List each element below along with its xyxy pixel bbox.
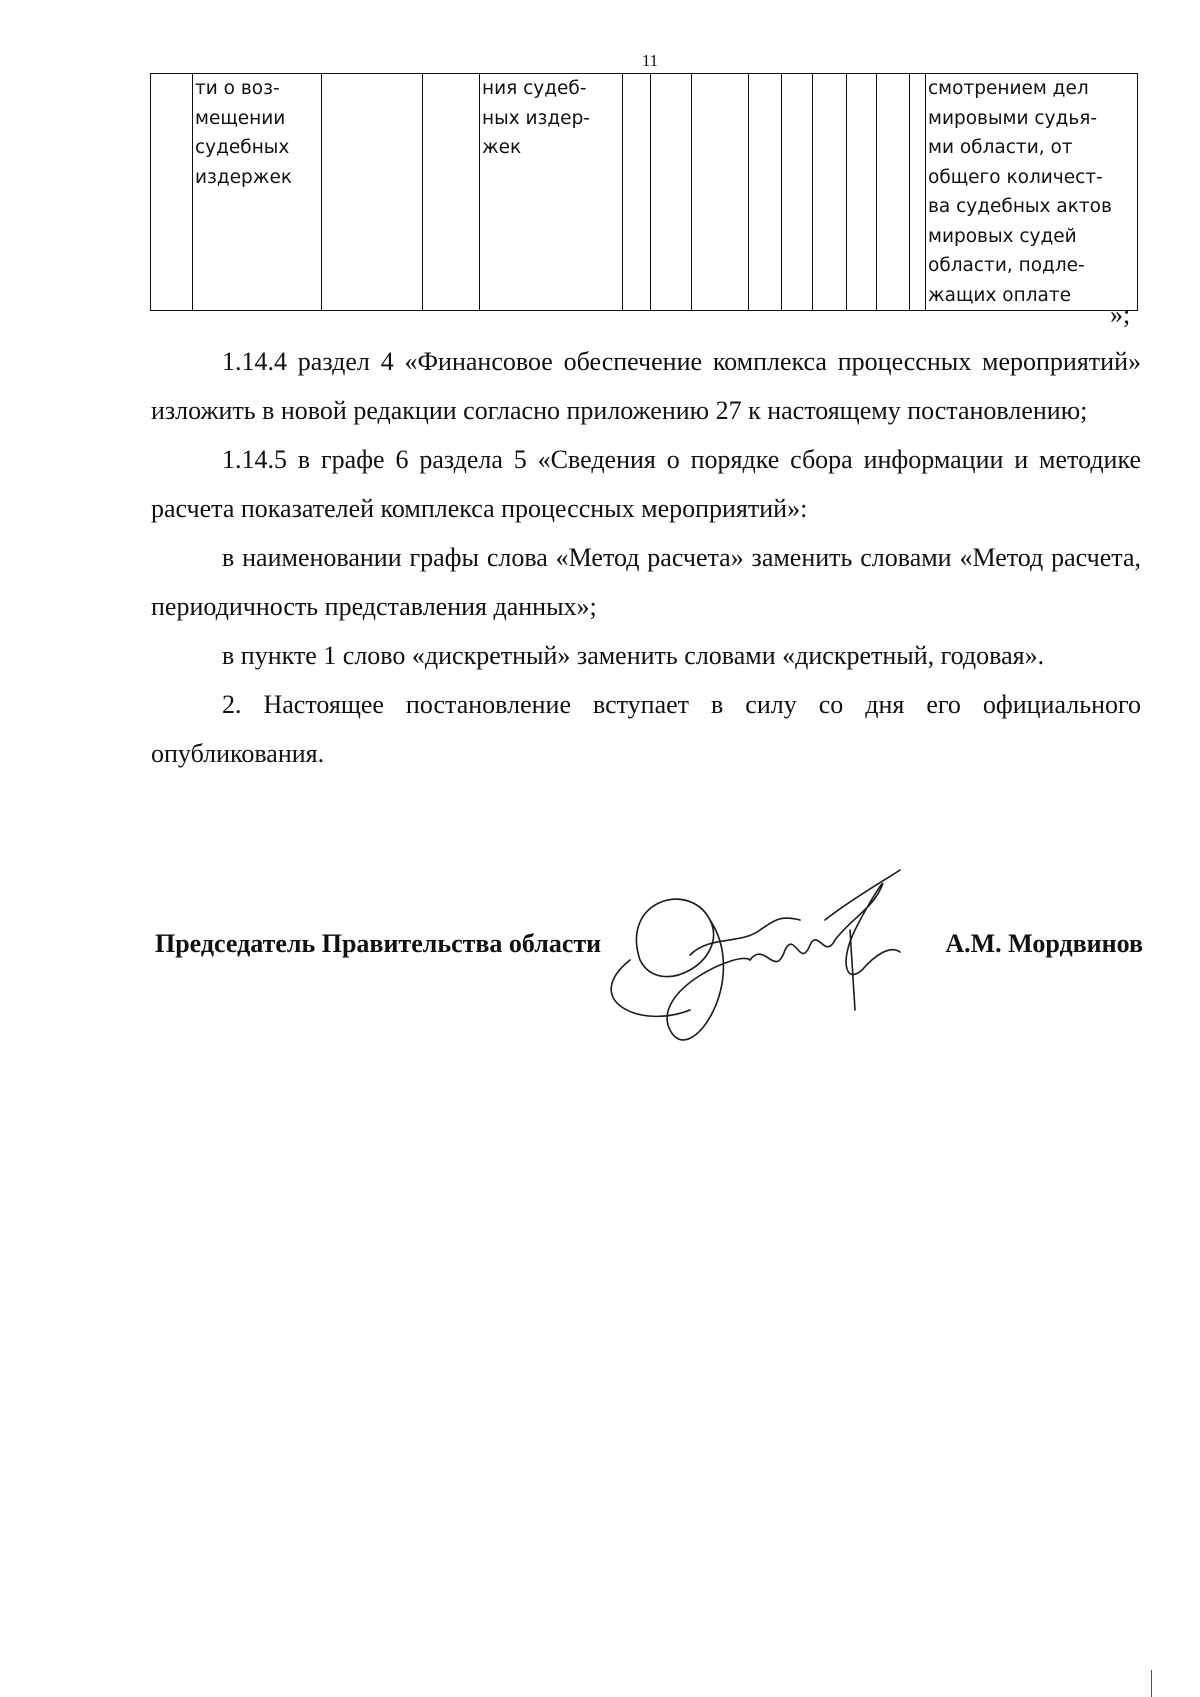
continued-table	[150, 73, 1138, 311]
table-cell	[623, 74, 651, 311]
closing-quote: »;	[1110, 300, 1131, 329]
paragraph-method-name: в наименовании графы слова «Метод расчета» заменить словами «Метод расчета, периодичность представления данных»;	[151, 543, 1141, 621]
table-cell	[692, 74, 749, 311]
table-cell	[749, 74, 782, 311]
paragraph-item-1: в пункте 1 слово «дискретный» заменить словами «дискретный, годовая».	[222, 641, 1045, 670]
paragraph-effective-date: 2. Настоящее постановление вступает в силу со дня его официального опубликования.	[151, 690, 1141, 768]
signatory-name: А.М. Мордвинов	[945, 929, 1143, 958]
page-number: 11	[641, 51, 659, 70]
scan-mark	[1151, 1670, 1152, 1697]
table-cell	[847, 74, 877, 311]
table-cell: смотрением дел мировыми судья- ми области, от общего количест- ва судебных актов мировых судей области, подле- жащих оплате	[926, 74, 1138, 311]
table-cell	[423, 74, 480, 311]
signatory-position: Председатель Правительства области	[155, 929, 602, 958]
table-cell	[322, 74, 423, 311]
table-cell	[782, 74, 813, 311]
paragraph-1-14-4: 1.14.4 раздел 4 «Финансовое обеспечение комплекса процессных мероприятий» изложить в новой редакции согласно приложению 27 к настоящему постановлению;	[151, 347, 1141, 425]
document-body	[151, 337, 1141, 778]
table-cell	[877, 74, 910, 311]
table-cell	[151, 74, 193, 311]
table-cell	[813, 74, 847, 311]
table-cell: ти о воз- мещении судебных издержек	[193, 74, 322, 311]
handwritten-signature	[600, 860, 940, 1060]
table-cell	[651, 74, 692, 311]
table-row	[151, 74, 1138, 311]
table-cell	[910, 74, 926, 311]
paragraph-1-14-5: 1.14.5 в графе 6 раздела 5 «Сведения о порядке сбора информации и методике расчета показателей комплекса процессных мероприятий»:	[151, 445, 1141, 523]
table-cell: ния судеб- ных издер- жек	[480, 74, 623, 311]
